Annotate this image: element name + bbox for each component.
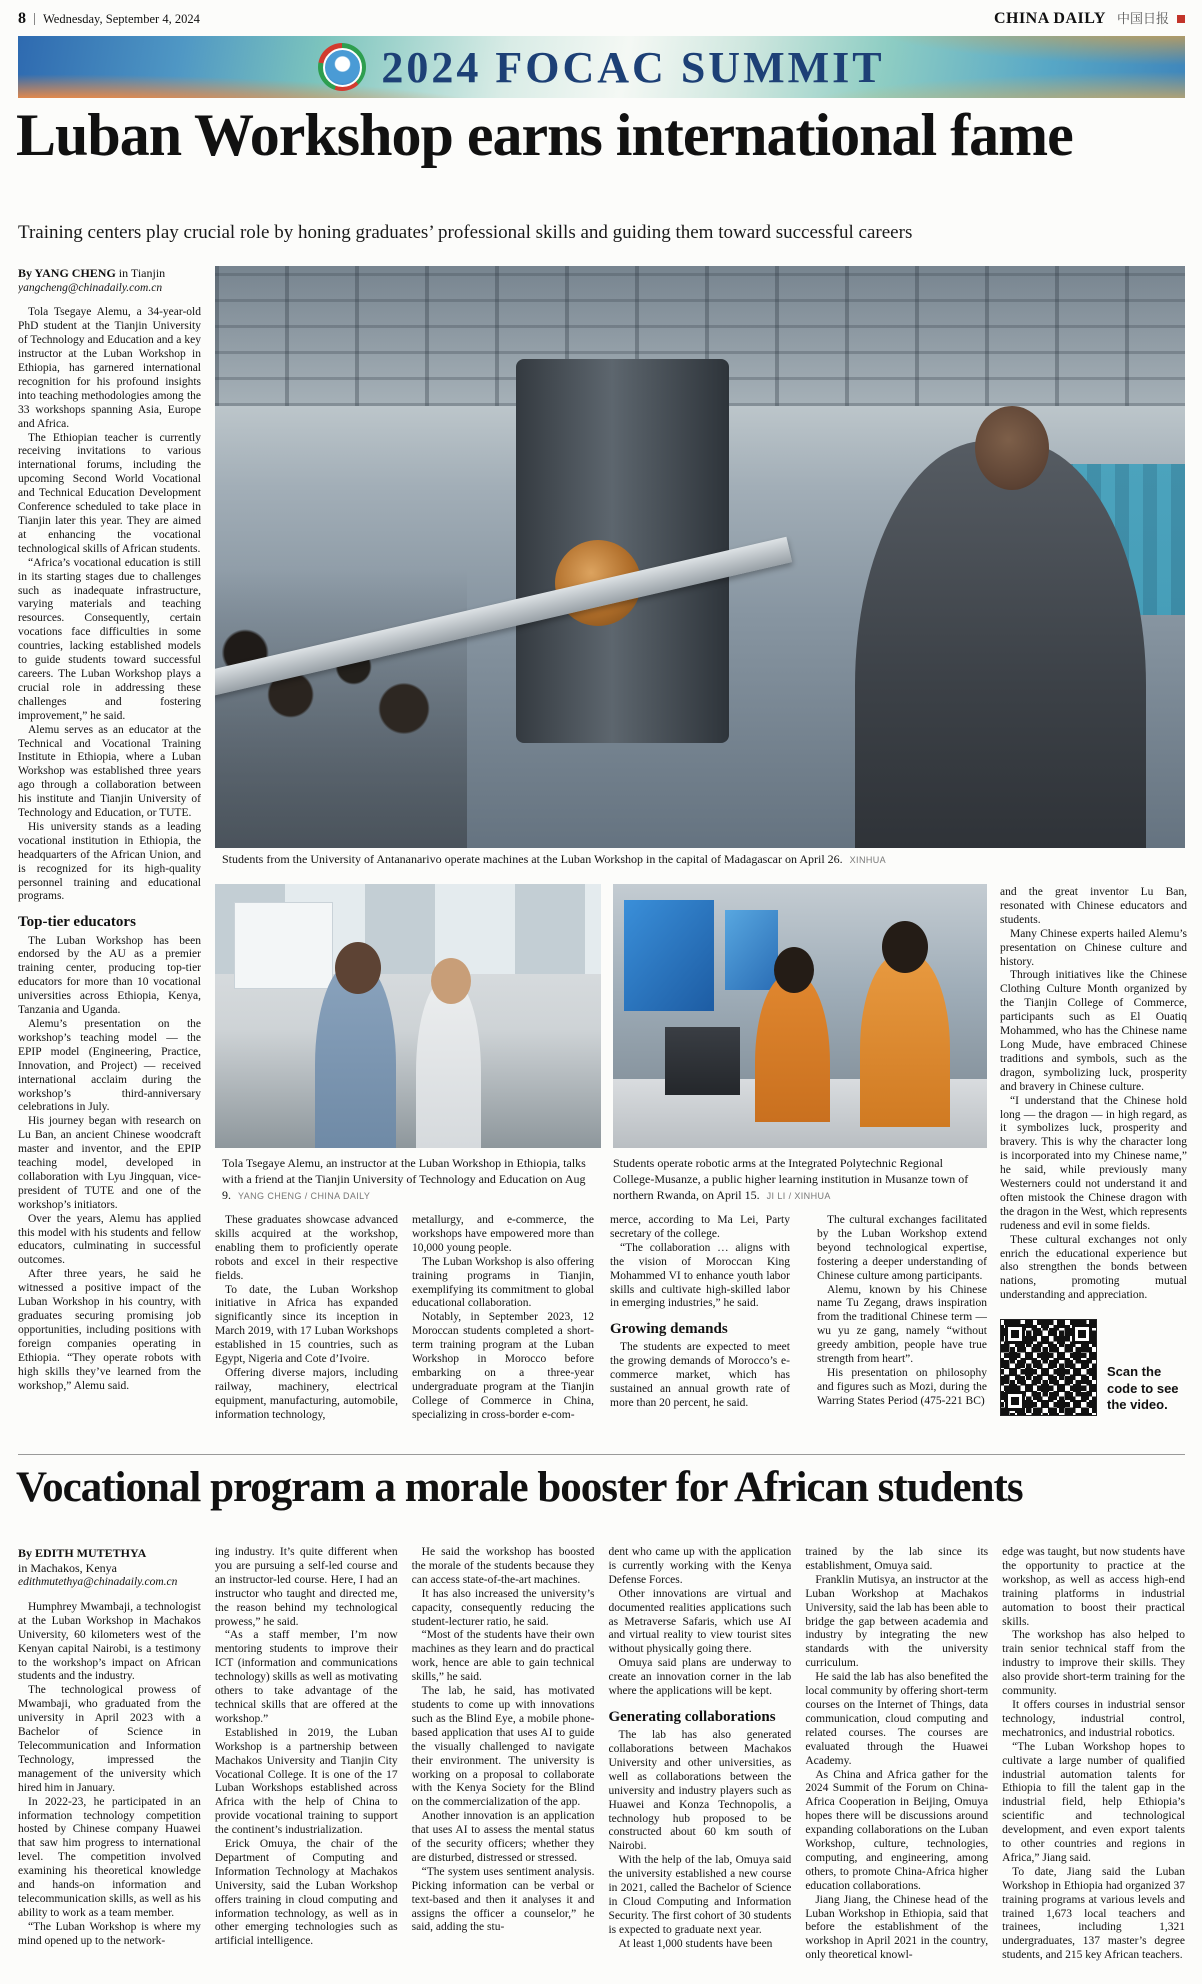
blue-screen-2 bbox=[725, 910, 777, 989]
paragraph: Alemu serves as an educator at the Technical and Vocational Training Institute in Ethiopia, where a Luban Workshop was established three years ago through a collaboration between his institute and Tianjin University of Technology and Education, or TUTE. bbox=[18, 723, 201, 820]
qr-finder-icon bbox=[1005, 1324, 1025, 1344]
article2-column-6 bbox=[1002, 1546, 1185, 1976]
article1-body-part1 bbox=[18, 306, 201, 904]
photo-credit: YANG CHENG / CHINA DAILY bbox=[238, 1190, 371, 1201]
paragraph: and the great inventor Lu Ban, resonated with Chinese educators and students. bbox=[1000, 886, 1187, 926]
paragraph: The students are expected to meet the growing demands of Morocco’s e-commerce market, which has sustained an annual growth rate of more than 20 percent, he said. bbox=[610, 1341, 790, 1410]
article1-mid1-paras bbox=[215, 1214, 398, 1423]
paragraph: His university stands as a leading vocational institution in Ethiopia, the headquarters of the African Union, and is recognized for its high-quality personnel training and educational programs. bbox=[18, 820, 201, 903]
article1-right-column bbox=[1000, 886, 1187, 1458]
paragraph: “I understand that the Chinese hold long — the dragon — in high regard, as it symbolizes luck, prosperity and bravery. This is why the character long is incorporated into my Chinese name,” he said, while previously many Westerners could not understand it and often mistook the Chinese dragon with the dragon in the West, which represents rudeness and evil in some fields. bbox=[1000, 1094, 1187, 1232]
paragraph: “The system uses sentiment analysis. Picking information can be verbal or text-based and then it analyses it and assigns the officer a counselor,” he said, adding the stu- bbox=[411, 1865, 595, 1934]
paragraph: To date, Jiang said the Luban Workshop in Ethiopia had organized 37 training programs at various levels and trained 1,673 local teachers and trainees, including 1,321 undergraduates, 137 master’s degree students, and 215 key African teachers. bbox=[1002, 1865, 1185, 1962]
photo-credit: XINHUA bbox=[849, 855, 887, 865]
student-orange-1 bbox=[755, 974, 830, 1122]
photo-rwanda-students bbox=[613, 884, 987, 1148]
wall-sign bbox=[234, 902, 333, 988]
paragraph: dent who came up with the application is currently working with the Kenya Defense Forces. bbox=[608, 1546, 792, 1586]
paragraph: Other innovations are virtual and documented realities applications such as Metraverse Safaris, which use AI and virtual reality to view tourist sites without physically going there. bbox=[608, 1587, 792, 1656]
paragraph: To date, the Luban Workshop initiative in Africa has expanded significantly since its inception in March 2019, with 17 Luban Workshops established in 15 countries, such as Egypt, Nigeria and Cote d’Ivoire. bbox=[215, 1283, 398, 1366]
main-photo-luban-workshop-madagascar bbox=[215, 266, 1185, 848]
qr-block bbox=[1000, 1319, 1187, 1416]
paragraph: Established in 2019, the Luban Workshop is a partnership between Machakos University and Tianjin City Vocational College. It is one of the 17 Luban Workshops established across Africa with the help of China to provide vocational training to support the continent’s industrialization. bbox=[214, 1726, 398, 1837]
paragraph: Notably, in September 2023, 12 Moroccan students completed a short-term training program at the Luban Workshop in Morocco before embarking on a three-year undergraduate program at the Tianjin College of Commerce in China, specializing in cross-border e-com- bbox=[412, 1311, 594, 1421]
qr-code bbox=[1000, 1319, 1097, 1416]
paragraph: Alemu, known by his Chinese name Tu Zegang, draws inspiration from the traditional Chinese term — wu yu ze gang, namely “without greedy ambition, people have true strength from heart”. bbox=[817, 1283, 987, 1366]
caption-text: Tola Tsegaye Alemu, an instructor at the Luban Workshop in Ethiopia, talks with a friend at the Tianjin University of Technology and Education on Aug 9. bbox=[222, 1156, 586, 1202]
article1-subhead: Training centers play crucial role by honing graduates’ professional skills and guiding them toward successful careers bbox=[18, 222, 913, 243]
article2-column-2 bbox=[215, 1546, 398, 1976]
masthead: CHINA DAILY bbox=[993, 10, 1106, 27]
article1-mid2-paras bbox=[412, 1214, 594, 1423]
byline-email: edithmutethya@chinadaily.com.cn bbox=[18, 1576, 178, 1589]
byline-location: in Machakos, Kenya bbox=[18, 1560, 117, 1575]
paragraph: Offering diverse majors, including railway, machinery, electrical equipment, manufacturing, automobile, information technology, bbox=[215, 1366, 398, 1421]
paragraph: “Africa’s vocational education is still in its starting stages due to challenges such as inadequate infrastructure, varying materials and teaching resources. Consequently, certain vocations face difficulties in some countries, lacking established models to guide students toward successful careers. The Luban Workshop plays a crucial role in addressing these challenges and fostering improvement,” he said. bbox=[18, 556, 201, 722]
article2-column-3 bbox=[412, 1546, 595, 1976]
laptop-shape bbox=[665, 1027, 740, 1096]
photo-alemu-talking bbox=[215, 884, 601, 1148]
article2-col6-paras bbox=[1002, 1546, 1185, 1963]
byline-author: By YANG CHENG bbox=[18, 266, 116, 280]
article2-column-4 bbox=[608, 1546, 791, 1976]
article1-headline: Luban Workshop earns international fame bbox=[16, 102, 1073, 168]
paragraph: “The collaboration … aligns with the vision of Moroccan King Mohammed VI to enhance youth labor skills and cultivate high-skilled labor in emerging industries,” he said. bbox=[610, 1241, 790, 1310]
crosshead-growing-demands: Growing demands bbox=[610, 1321, 728, 1338]
figure-head-2 bbox=[431, 958, 471, 1004]
paragraph: As China and Africa gather for the 2024 Summit of the Forum on China-Africa Cooperation in Beijing, Omuya hopes there will be discussions around expanding collaborations on the Luban Workshop, culture, technologies, computing, and engineering, among others, to promote China-Africa higher education collaborations. bbox=[805, 1768, 989, 1892]
paragraph: merce, according to Ma Lei, Party secretary of the college. bbox=[610, 1214, 790, 1240]
paragraph: “The Luban Workshop is where my mind opened up to the network- bbox=[18, 1920, 201, 1947]
paragraph: These graduates showcase advanced skills acquired at the workshop, enabling them to proficiently operate robots and excel in their respective fields. bbox=[215, 1214, 398, 1282]
article1-mid-column-1 bbox=[215, 1214, 398, 1454]
blue-screen bbox=[624, 900, 714, 1011]
red-seal-icon bbox=[1177, 15, 1185, 23]
folio bbox=[18, 10, 200, 28]
banner-title: 2024 FOCAC SUMMIT bbox=[381, 42, 885, 92]
article1-mid-column-4 bbox=[817, 1214, 987, 1454]
paragraph: “As a staff member, I’m now mentoring students to improve their ICT (information and communications technology) skills as well as motivating others to take advantage of the technical skills that are offered at the workshop.” bbox=[214, 1629, 398, 1725]
paragraph: These cultural exchanges not only enrich the educational experience but also strengthen the bonds between nations, promoting mutual understanding and appreciation. bbox=[1000, 1233, 1187, 1302]
paragraph: At least 1,000 students have been bbox=[618, 1937, 773, 1950]
photo-left-caption bbox=[222, 1156, 596, 1203]
article1-mid4-paras bbox=[817, 1214, 987, 1409]
paragraph: Erick Omuya, the chair of the Department of Computing and Information Technology at Machakos University, said the Luban Workshop offers training in cloud computing and information technology, as well as in other emerging technologies such as artificial intelligence. bbox=[214, 1838, 398, 1948]
student-orange-2 bbox=[860, 953, 950, 1127]
article2-columns bbox=[18, 1546, 1185, 1976]
paragraph: The lab has also generated collaborations between Machakos University and other universities, as well as collaborations between the university and industry players such as Huawei and Konza Technopolis, a technology hub proposed to be constructed about 60 km south of Nairobi. bbox=[608, 1729, 792, 1853]
paragraph: ing industry. It’s quite different when you are pursuing a self-led course and an instructor-led course. Here, I had an instructor who taught and directed me, the reason behind my technological prowess,” he said. bbox=[214, 1546, 398, 1628]
page-header bbox=[18, 8, 1185, 28]
article1-mid-column-3 bbox=[610, 1214, 790, 1454]
focac-logo-icon bbox=[318, 43, 366, 91]
paragraph: In 2022-23, he participated in an information technology competition hosted by Chinese company Huawei that saw him progress to international level. The competition involved examining his theoretical knowledge and hands-on information and telecommunication skills, as well as his ability to work as a team member. bbox=[18, 1795, 201, 1919]
byline-email: yangcheng@chinadaily.com.cn bbox=[18, 281, 163, 294]
paragraph: The cultural exchanges facilitated by the Luban Workshop extend beyond technological expertise, fostering a deeper understanding of Chinese culture among participants. bbox=[817, 1214, 987, 1282]
article2-col3-paras bbox=[412, 1546, 595, 1935]
masthead-block bbox=[994, 8, 1185, 28]
paragraph: Over the years, Alemu has applied this model with his students and fellow educators, culminating in successful outcomes. bbox=[18, 1212, 201, 1267]
crosshead-generating-collaborations: Generating collaborations bbox=[608, 1708, 776, 1725]
crosshead-top-tier-educators: Top-tier educators bbox=[18, 914, 136, 931]
photo-credit: JI LI / XINHUA bbox=[766, 1190, 831, 1201]
focac-summit-banner bbox=[18, 36, 1185, 98]
article2-col4-paras-b bbox=[608, 1729, 791, 1952]
article2-col2-paras bbox=[215, 1546, 398, 1949]
figure-head-1 bbox=[335, 942, 381, 994]
qr-finder-icon bbox=[1005, 1391, 1025, 1411]
article1-body-part3 bbox=[1000, 886, 1187, 1303]
paragraph: The Luban Workshop is also offering training programs in Tianjin, exemplifying its commitment to global educational collaboration. bbox=[412, 1255, 594, 1310]
background-people bbox=[215, 569, 467, 848]
paragraph: It offers courses in industrial sensor technology, industrial control, mechatronics, and industrial robotics. bbox=[1002, 1698, 1185, 1739]
student-head bbox=[975, 406, 1049, 490]
main-photo-caption bbox=[222, 852, 1185, 868]
paragraph: He said the lab has also benefited the local community by offering short-term courses on the Internet of Things, data communication, cloud computing and related courses. The courses are evaluated through the Huawei Academy. bbox=[805, 1671, 989, 1767]
paragraph: metallurgy, and e-commerce, the workshops have empowered more than 10,000 young people. bbox=[412, 1214, 594, 1254]
article1-body-part2 bbox=[18, 935, 201, 1394]
byline bbox=[18, 1546, 201, 1575]
issue-date: Wednesday, September 4, 2024 bbox=[43, 11, 200, 26]
qr-label: Scan the code to see the video. bbox=[1107, 1364, 1179, 1412]
paragraph: The workshop has also helped to train senior technical staff from the industry to improve their skills. They also provide short-term training for the community. bbox=[1002, 1629, 1185, 1698]
article1-mid-column-2 bbox=[412, 1214, 594, 1454]
article2-column-1 bbox=[18, 1546, 201, 1976]
banner-content bbox=[318, 42, 884, 93]
byline-author: By EDITH MUTETHYA bbox=[18, 1546, 147, 1560]
page-number: 8 bbox=[18, 10, 26, 27]
paragraph: The technological prowess of Mwambaji, who graduated from the university in April 2023 with a Bachelor of Science in Telecommunication and Information Technology, impressed the management of the university which hired him in January. bbox=[18, 1684, 201, 1794]
paragraph: Alemu’s presentation on the workshop’s teaching model — the EPIP model (Engineering, Practice, Innovation, and Project) — received international acclaim during the workshop’s third-anniversary celebrations in July. bbox=[18, 1017, 201, 1114]
qr-finder-icon bbox=[1072, 1324, 1092, 1344]
paragraph: Jiang Jiang, the Chinese head of the Luban Workshop in Ethiopia, said that before the establishment of the workshop in April 2021 in the country, only theoretical knowl- bbox=[805, 1893, 989, 1962]
article-divider bbox=[18, 1454, 1185, 1455]
paragraph: Franklin Mutisya, an instructor at the Luban Workshop at Machakos University, said the lab has been able to bridge the gap between academia and industry by integrating the new standards with the university curriculum. bbox=[805, 1573, 989, 1670]
caption-text: Students operate robotic arms at the Integrated Polytechnic Regional College-Musanze, a public higher learning institution in Musanze town of northern Rwanda, on April 15. bbox=[613, 1156, 969, 1202]
masthead-chinese: 中国日报 bbox=[1116, 11, 1169, 26]
globe-icon bbox=[323, 48, 362, 87]
student-head-2 bbox=[882, 921, 928, 973]
paragraph: He said the workshop has boosted the morale of the students because they can access state-of-the-art machines. bbox=[411, 1546, 595, 1586]
student-head-1 bbox=[774, 947, 814, 993]
paragraph: His presentation on philosophy and figures such as Mozi, during the Warring States Period (475-221 BC) bbox=[817, 1366, 987, 1407]
article2-col5-paras bbox=[805, 1546, 988, 1963]
article2-column-5 bbox=[805, 1546, 988, 1976]
article1-mid3-paras-b bbox=[610, 1341, 790, 1411]
article2-col1-paras bbox=[18, 1601, 201, 1949]
paragraph: Tola Tsegaye Alemu, a 34-year-old PhD student at the Tianjin University of Technology and Education and a key instructor at the Luban Workshop in Ethiopia, has garnered international recognition for his profound insights into teaching methodologies among the 33 workshops spanning Asia, Europe and Africa. bbox=[18, 306, 201, 430]
paragraph: His journey began with research on Lu Ban, an ancient Chinese woodcraft master and inventor, and the EPIP teaching model, developed in collaboration with Lyu Jingquan, vice-president of TUTE and one of the workshop’s initiators. bbox=[18, 1115, 201, 1211]
paragraph: edge was taught, but now students have the opportunity to practice at the workshop, as well as access high-end training platforms in industrial automation to boost their practical skills. bbox=[1002, 1546, 1185, 1628]
paragraph: Humphrey Mwambaji, a technologist at the Luban Workshop in Machakos University, 60 kilometers west of the Kenyan capital Nairobi, is a testimony to the workshop’s impact on African students and the industry. bbox=[18, 1600, 201, 1683]
paragraph: Through initiatives like the Chinese Clothing Culture Month organized by the Tianjin College of Commerce, participants such as El Ouatiq Mohammed, who has the Chinese name Long Mude, have embraced Chinese traditions and symbols, such as the dragon, symbolizing luck, prosperity and bravery in Chinese culture. bbox=[1000, 969, 1187, 1093]
paragraph: trained by the lab since its establishment, Omuya said. bbox=[805, 1546, 989, 1572]
paragraph: “The Luban Workshop hopes to cultivate a large number of qualified industrial automation talents for Ethiopia to fill the talent gap in the industrial field, help Ethiopia’s scientific and technological development, and even export talents to other countries and regions in Africa,” Jiang said. bbox=[1002, 1740, 1185, 1864]
paragraph: With the help of the lab, Omuya said the university established a new course in 2021, called the Bachelor of Science in Cloud Computing and Information Security. The first cohort of 30 students is expected to graduate next year. bbox=[608, 1854, 792, 1936]
byline-location: in Tianjin bbox=[118, 266, 166, 280]
photo-right-caption bbox=[613, 1156, 983, 1203]
article1-mid3-paras-a bbox=[610, 1214, 790, 1311]
article1-left-column bbox=[18, 266, 201, 1458]
paragraph: The Ethiopian teacher is currently receiving invitations to various international forums, including the upcoming Second World Vocational and Technical Education Development Conference scheduled to take place in Tianjin later this year. They are aimed at enhancing the vocational technological skills of African students. bbox=[18, 431, 201, 555]
paragraph: After three years, he said he witnessed a positive impact of the Luban Workshop in his country, with graduates securing promising job opportunities, including positions with foreign companies operating in Ethiopia. “They operate robots with high skills they’ve learned from the workshop,” Alemu said. bbox=[18, 1268, 201, 1392]
paragraph: Omuya said plans are underway to create an innovation corner in the lab where the applications will be kept. bbox=[608, 1657, 792, 1698]
byline bbox=[18, 266, 201, 281]
folio-divider bbox=[34, 13, 35, 25]
paragraph: Another innovation is an application that uses AI to assess the mental status of the security officers; whether they are disturbed, distressed or stressed. bbox=[411, 1810, 595, 1864]
figure-white-shirt bbox=[416, 979, 482, 1148]
paragraph: The Luban Workshop has been endorsed by the AU as a premier training center, producing top-tier educators for more than 10 vocational universities across Ethiopia, Kenya, Tanzania and Uganda. bbox=[18, 934, 201, 1017]
paragraph: It has also increased the university’s capacity, consequently reducing the student-lecturer ratio, he said. bbox=[411, 1587, 595, 1628]
paragraph: “Most of the students have their own machines as they learn and do practical work, hence are able to gain technical skills,” he said. bbox=[411, 1629, 595, 1684]
article2-headline: Vocational program a morale booster for African students bbox=[16, 1464, 1023, 1511]
paragraph: Many Chinese experts hailed Alemu’s presentation on Chinese culture and history. bbox=[1000, 927, 1187, 968]
caption-text: Students from the University of Antananarivo operate machines at the Luban Workshop in the capital of Madagascar on April 26. bbox=[222, 852, 843, 866]
paragraph: The lab, he said, has motivated students to come up with innovations such as the Blind Eye, a mobile phone-based application that uses AI to guide the visually challenged to navigate their environment. The university is working on a proposal to collaborate with the Kenya Society for the Blind on the commercialization of the app. bbox=[411, 1685, 595, 1809]
article2-col4-paras-a bbox=[608, 1546, 791, 1699]
